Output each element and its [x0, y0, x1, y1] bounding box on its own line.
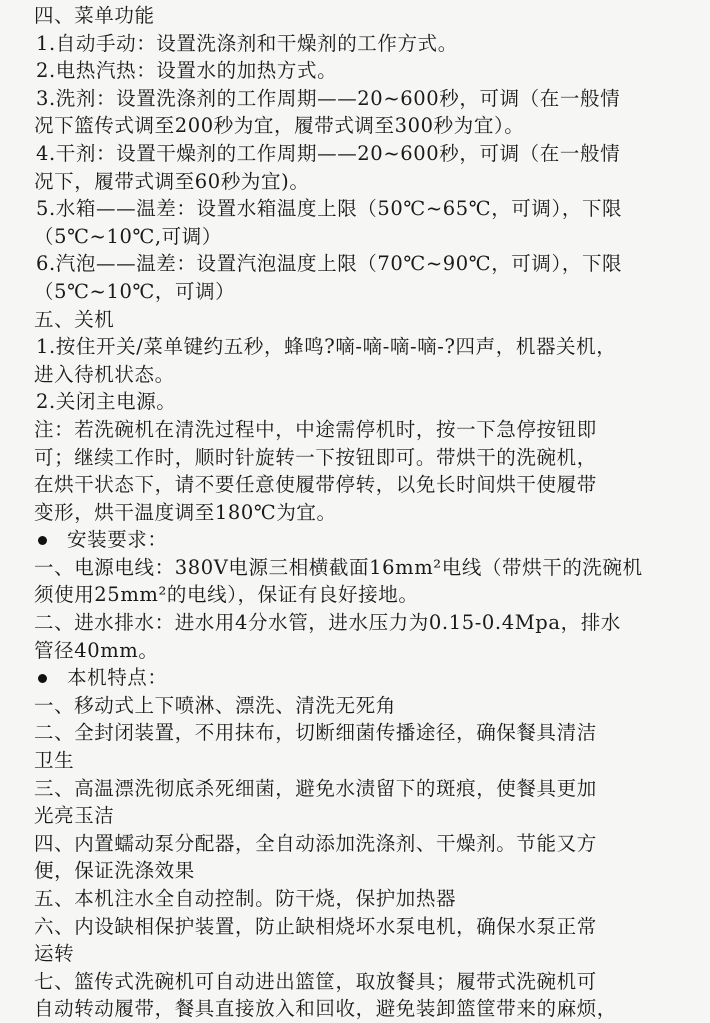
install-item-1: 一、电源电线：380V电源三相横截面16mm²电线（带烘干的洗碗机: [34, 555, 643, 579]
section-heading-installation: [34, 526, 688, 554]
feature-item-4: 四、内置蠕动泵分配器，全自动添加洗涤剂、干燥剂。节能又方: [34, 831, 597, 855]
note-line-3: 在烘干状态下，请不要任意使履带停转，以免长时间烘干使履带: [34, 473, 597, 497]
note-line-4: 变形，烘干温度调至180℃为宜。: [34, 500, 337, 524]
note-line-2: 可；继续工作时，顺时针旋转一下按钮即可。带烘干的洗碗机，: [34, 445, 597, 469]
menu-item-5-cont: （5℃~10℃,可调）: [34, 224, 222, 248]
bullet-icon: [38, 674, 47, 683]
menu-item-3-cont: 况下篮传式调至200秒为宜，履带式调至300秒为宜）。: [34, 114, 525, 138]
menu-item-4: 4.干剂：设置干燥剂的工作周期——20~600秒，可调（在一般情: [36, 141, 621, 165]
feature-item-3-cont: 光亮玉洁: [34, 804, 115, 828]
feature-item-3: 三、高温漂洗彻底杀死细菌，避免水渍留下的斑痕，使餐具更加: [34, 776, 597, 800]
menu-item-1: 1.自动手动：设置洗涤剂和干燥剂的工作方式。: [36, 31, 458, 55]
shutdown-item-2: 2.关闭主电源。: [36, 390, 177, 414]
feature-item-6: 六、内设缺相保护装置，防止缺相烧坏水泵电机，确保水泵正常: [34, 914, 597, 938]
bullet-icon: [38, 536, 47, 545]
menu-item-6: 6.汽泡——温差：设置汽泡温度上限（70℃~90℃，可调），下限: [36, 252, 623, 276]
feature-item-7: 七、篮传式洗碗机可自动进出篮筐，取放餐具；履带式洗碗机可: [34, 969, 597, 993]
install-item-2-cont: 管径40mm。: [34, 638, 159, 662]
feature-item-5: 五、本机注水全自动控制。防干烧，保护加热器: [34, 887, 457, 910]
shutdown-item-1: 1.按住开关/菜单键约五秒，蜂鸣?嘀-嘀-嘀-嘀-?四声，机器关机，: [36, 335, 617, 359]
menu-item-4-cont: 况下，履带式调至60秒为宜)。: [34, 169, 310, 193]
menu-item-6-cont: （5℃~10℃，可调）: [34, 279, 236, 303]
section-heading-menu: 四、菜单功能: [34, 4, 155, 27]
menu-item-2: 2.电热汽热：设置水的加热方式。: [36, 59, 338, 83]
feature-item-7-cont: 自动转动履带，餐具直接放入和回收，避免装卸篮筐带来的麻烦，: [34, 997, 617, 1021]
menu-item-3: 3.洗剂：设置洗涤剂的工作周期——20~600秒，可调（在一般情: [36, 86, 621, 110]
feature-item-2: 二、全封闭装置，不用抹布，切断细菌传播途径，确保餐具清洁: [34, 721, 597, 745]
feature-item-2-cont: 卫生: [34, 749, 75, 773]
section-heading-features: [34, 664, 688, 692]
installation-heading-text: 安装要求：: [67, 528, 168, 552]
install-item-2: 二、进水排水：进水用4分水管，进水压力为0.15-0.4Mpa，排水: [34, 611, 621, 635]
feature-item-6-cont: 运转: [34, 942, 75, 966]
features-heading-text: 本机特点：: [67, 666, 168, 690]
menu-item-5: 5.水箱——温差：设置水箱温度上限（50℃~65℃，可调），下限: [36, 197, 623, 221]
install-item-1-cont: 须使用25mm²的电线），保证有良好接地。: [34, 583, 419, 607]
section-heading-shutdown: 五、关机: [34, 307, 115, 331]
shutdown-item-1-cont: 进入待机状态。: [34, 362, 175, 386]
note-line-1: 注：若洗碗机在清洗过程中，中途需停机时，按一下急停按钮即: [34, 417, 597, 441]
feature-item-4-cont: 便，保证洗涤效果: [34, 859, 195, 883]
feature-item-1: 一、移动式上下喷淋、漂洗、清洗无死角: [34, 693, 396, 717]
